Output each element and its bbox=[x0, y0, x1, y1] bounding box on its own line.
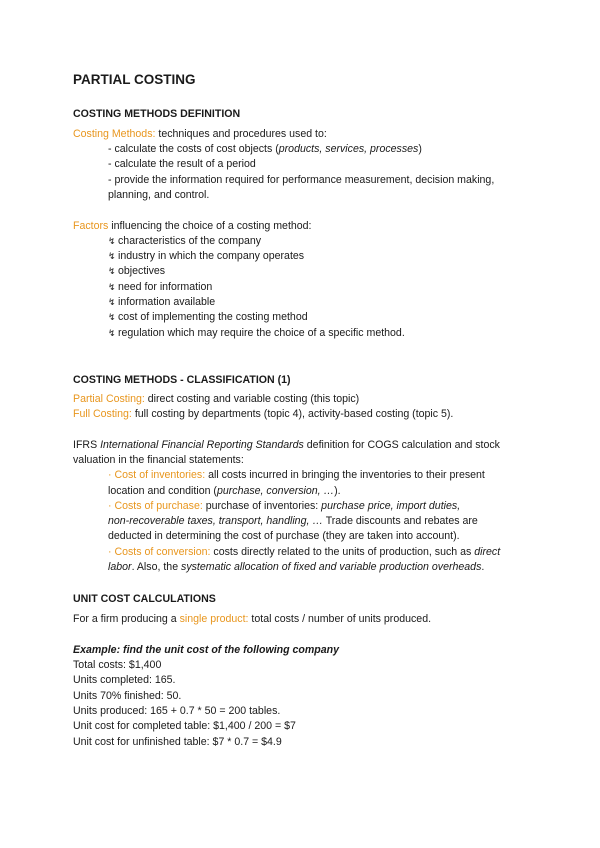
factor-item bbox=[108, 250, 304, 263]
definition-line-1-end: ) bbox=[418, 143, 422, 155]
costs-of-conversion-italic: direct bbox=[474, 546, 501, 558]
example-line: Units completed: 165. bbox=[73, 674, 176, 686]
cost-of-inventories-l2-italic: purchase, conversion, … bbox=[216, 485, 335, 497]
factor-item bbox=[108, 265, 165, 278]
full-costing-term: Full Costing: bbox=[73, 408, 132, 420]
factor-item bbox=[108, 296, 215, 309]
costs-of-purchase-l2-text: Trade discounts and rebates are bbox=[322, 515, 478, 527]
unit-cost-intro bbox=[73, 613, 431, 626]
check-arrow-icon: ↯ bbox=[108, 297, 116, 307]
factor-item bbox=[108, 281, 212, 294]
costing-methods-intro-text: techniques and procedures used to: bbox=[155, 128, 327, 140]
factor-item bbox=[108, 311, 308, 324]
check-arrow-icon: ↯ bbox=[108, 312, 116, 322]
section-heading-definition: COSTING METHODS DEFINITION bbox=[73, 108, 241, 120]
cost-of-inventories-l2-end: ). bbox=[334, 485, 341, 497]
factor-item-text: cost of implementing the costing method bbox=[118, 311, 308, 323]
factor-item-text: characteristics of the company bbox=[118, 235, 262, 247]
costs-of-purchase-line-2 bbox=[108, 515, 478, 528]
check-arrow-icon: ↯ bbox=[108, 236, 116, 246]
section-heading-unit-cost: UNIT COST CALCULATIONS bbox=[73, 593, 216, 605]
factors-intro bbox=[73, 220, 312, 233]
costs-of-conversion-l2-labor: labor bbox=[108, 561, 132, 573]
definition-line-1-text: - calculate the costs of cost objects ( bbox=[108, 143, 279, 155]
costing-methods-term: Costing Methods: bbox=[73, 128, 156, 140]
check-arrow-icon: ↯ bbox=[108, 266, 116, 276]
ifrs-abbr: IFRS bbox=[73, 439, 101, 451]
cost-of-inventories-line-2 bbox=[108, 485, 341, 498]
factor-item-text: objectives bbox=[118, 265, 166, 277]
factors-intro-text: influencing the choice of a costing method: bbox=[108, 220, 312, 232]
ifrs-line-1 bbox=[73, 439, 500, 452]
page-title: PARTIAL COSTING bbox=[73, 72, 196, 87]
definition-line-3: - provide the information required for performance measurement, decision making, bbox=[108, 174, 495, 186]
unit-cost-intro-end: total costs / number of units produced. bbox=[248, 613, 432, 625]
factor-item-text: industry in which the company operates bbox=[118, 250, 305, 262]
example-line: Units produced: 165 + 0.7 * 50 = 200 tables. bbox=[73, 705, 281, 717]
costs-of-purchase-line-1 bbox=[108, 500, 460, 513]
costs-of-conversion-l2-end: . bbox=[481, 561, 485, 573]
ifrs-line-1-text: definition for COGS calculation and stock bbox=[303, 439, 500, 451]
costs-of-conversion-text: costs directly related to the units of production, such as bbox=[210, 546, 475, 558]
costs-of-conversion-l2-italic: systematic allocation of fixed and variable production overheads bbox=[181, 561, 482, 573]
partial-costing-term: Partial Costing: bbox=[73, 393, 145, 405]
cost-of-inventories-term: · Cost of inventories: bbox=[108, 469, 206, 481]
costs-of-purchase-line-3: deducted in determining the cost of purchase (they are taken into account). bbox=[108, 530, 460, 542]
cost-of-inventories-line-1 bbox=[108, 469, 485, 482]
example-line: Units 70% finished: 50. bbox=[73, 690, 182, 702]
costs-of-conversion-line-2 bbox=[108, 561, 484, 574]
definition-line-1-italic: products, services, processes bbox=[278, 143, 419, 155]
single-product-term: single product: bbox=[179, 613, 249, 625]
full-costing-line bbox=[73, 408, 453, 421]
costs-of-conversion-line-1 bbox=[108, 546, 500, 559]
section-heading-classification: COSTING METHODS - CLASSIFICATION (1) bbox=[73, 374, 291, 386]
factor-item bbox=[108, 235, 261, 248]
costs-of-conversion-term: · Costs of conversion: bbox=[108, 546, 211, 558]
costs-of-purchase-italic: purchase price, import duties, bbox=[321, 500, 461, 512]
factor-item bbox=[108, 327, 405, 340]
check-arrow-icon: ↯ bbox=[108, 251, 116, 261]
costs-of-conversion-l2-text: . Also, the bbox=[131, 561, 182, 573]
example-line: Unit cost for completed table: $1,400 / 200 = $7 bbox=[73, 720, 296, 732]
definition-line-4: planning, and control. bbox=[108, 189, 210, 201]
full-costing-text: full costing by departments (topic 4), activity-based costing (topic 5). bbox=[131, 408, 454, 420]
factors-term: Factors bbox=[73, 220, 109, 232]
example-line: Unit cost for unfinished table: $7 * 0.7 = $4.9 bbox=[73, 736, 282, 748]
costs-of-purchase-term: · Costs of purchase: bbox=[108, 500, 203, 512]
partial-costing-line bbox=[73, 393, 359, 406]
factor-item-text: need for information bbox=[118, 281, 213, 293]
factor-item-text: regulation which may require the choice of a specific method. bbox=[118, 327, 405, 339]
cost-of-inventories-text: all costs incurred in bringing the inventories to their present bbox=[205, 469, 485, 481]
costs-of-purchase-l2-italic: non-recoverable taxes, transport, handling, … bbox=[108, 515, 323, 527]
unit-cost-intro-text: For a firm producing a bbox=[73, 613, 180, 625]
cost-of-inventories-l2-text: location and condition ( bbox=[108, 485, 217, 497]
factor-item-text: information available bbox=[118, 296, 216, 308]
definition-line-2: - calculate the result of a period bbox=[108, 158, 256, 170]
costing-methods-intro bbox=[73, 128, 327, 141]
example-title: Example: find the unit cost of the following company bbox=[73, 644, 340, 656]
check-arrow-icon: ↯ bbox=[108, 282, 116, 292]
ifrs-full-name: International Financial Reporting Standards bbox=[100, 439, 304, 451]
costs-of-purchase-text: purchase of inventories: bbox=[202, 500, 322, 512]
ifrs-line-2: valuation in the financial statements: bbox=[73, 454, 244, 466]
definition-line-1 bbox=[108, 143, 422, 156]
partial-costing-text: direct costing and variable costing (this topic) bbox=[144, 393, 360, 405]
example-line: Total costs: $1,400 bbox=[73, 659, 162, 671]
check-arrow-icon: ↯ bbox=[108, 328, 116, 338]
